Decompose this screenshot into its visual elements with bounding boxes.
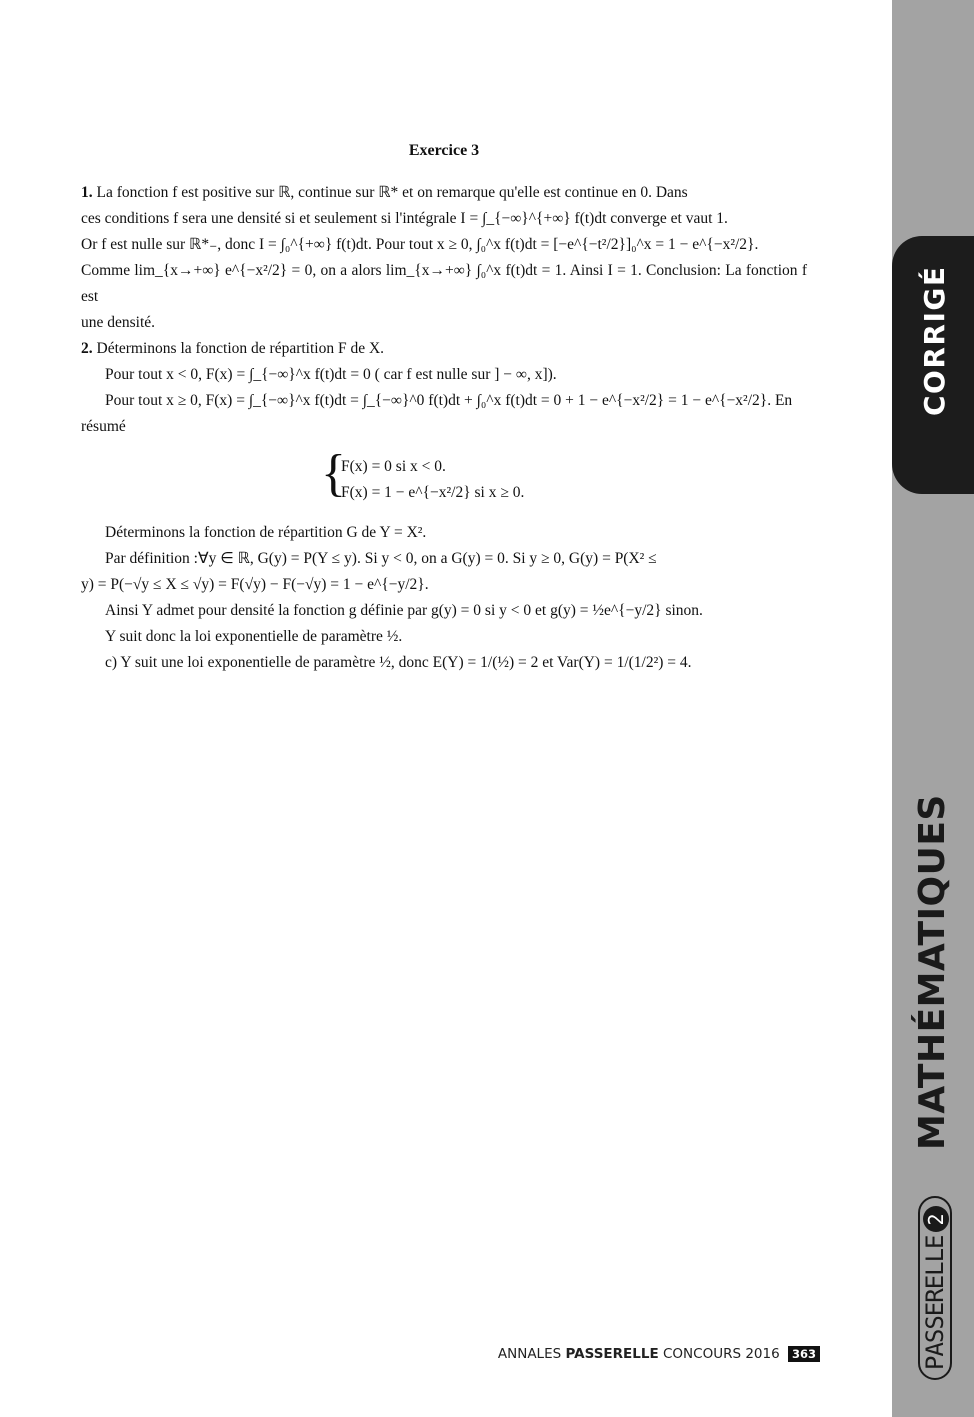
logo-text: PASSERELLE (921, 1235, 949, 1370)
page-number: 363 (788, 1346, 820, 1362)
p3-line2: Par définition :∀y ∈ ℝ, G(y) = P(Y ≤ y). Si y < 0, on a G(y) = 0. Si y ≥ 0, G(y) = P(X² ≤ (105, 550, 657, 567)
p2-line2: Pour tout x < 0, F(x) = ∫_{−∞}^x f(t)dt = 0 ( car f est nulle sur ] − ∞, x]). (105, 366, 557, 383)
piecewise-system (321, 445, 807, 510)
p1-line1: La fonction f est positive sur ℝ, continue sur ℝ* et on remarque qu'elle est continue en 0. Dans (96, 184, 688, 201)
p3-line6: c) Y suit une loi exponentielle de paramètre ½, donc E(Y) = 1/(½) = 2 et Var(Y) = 1/(1/2²) = 4. (105, 654, 692, 671)
footer-prefix: ANNALES (497, 1346, 562, 1362)
p3-line3: y) = P(−√y ≤ X ≤ √y) = F(√y) − F(−√y) = 1 − e^{−y/2}. (81, 576, 429, 593)
paragraph-1 (81, 180, 807, 336)
part2-label: 2. (81, 340, 93, 357)
system-line-2: F(x) = 1 − e^{−x²/2} si x ≥ 0. (341, 484, 525, 501)
page-footer (498, 1346, 820, 1362)
p2-line3: Pour tout x ≥ 0, F(x) = ∫_{−∞}^x f(t)dt = ∫_{−∞}^0 f(t)dt + ∫₀^x f(t)dt = 0 + 1 − e^{−x²/2} = 1 − e^{−x²/2}. En (105, 392, 793, 409)
p1-line3: Or f est nulle sur ℝ*₋, donc I = ∫₀^{+∞} f(t)dt. Pour tout x ≥ 0, ∫₀^x f(t)dt = [−e^{−t²/2}]₀^x = 1 − e^{−x²/2}. (81, 236, 759, 253)
corrige-label: CORRIGÉ (918, 265, 951, 416)
subject-label: MATHÉMATIQUES (912, 794, 953, 1150)
footer-brand: PASSERELLE (565, 1346, 659, 1362)
p2-line1: Déterminons la fonction de répartition F de X. (96, 340, 385, 357)
brace-icon: { (321, 445, 346, 502)
p1-line2: ces conditions f sera une densité si et seulement si l'intégrale I = ∫_{−∞}^{+∞} f(t)dt converge et vaut 1. (81, 210, 728, 227)
p3-line1: Déterminons la fonction de répartition G de Y = X². (105, 524, 427, 541)
footer-suffix: CONCOURS 2016 (663, 1346, 780, 1362)
part1-label: 1. (81, 184, 93, 201)
system-line-1: F(x) = 0 si x < 0. (341, 458, 446, 475)
logo-number: 2 (923, 1207, 949, 1233)
paragraph-2 (81, 336, 807, 362)
passerelle-logo (918, 1197, 952, 1381)
document-body (81, 138, 807, 676)
exercise-title: Exercice 3 (408, 142, 480, 159)
p2-line4: résumé (81, 418, 126, 435)
p1-line5: une densité. (81, 314, 156, 331)
p3-line5: Y suit donc la loi exponentielle de paramètre ½. (105, 628, 403, 645)
p1-line4: Comme lim_{x→+∞} e^{−x²/2} = 0, on a alors lim_{x→+∞} ∫₀^x f(t)dt = 1. Ainsi I = 1. Conclusion: La fonction f est (81, 262, 807, 305)
p3-line4: Ainsi Y admet pour densité la fonction g définie par g(y) = 0 si y < 0 et g(y) = ½e^{−y/2} sinon. (105, 602, 703, 619)
